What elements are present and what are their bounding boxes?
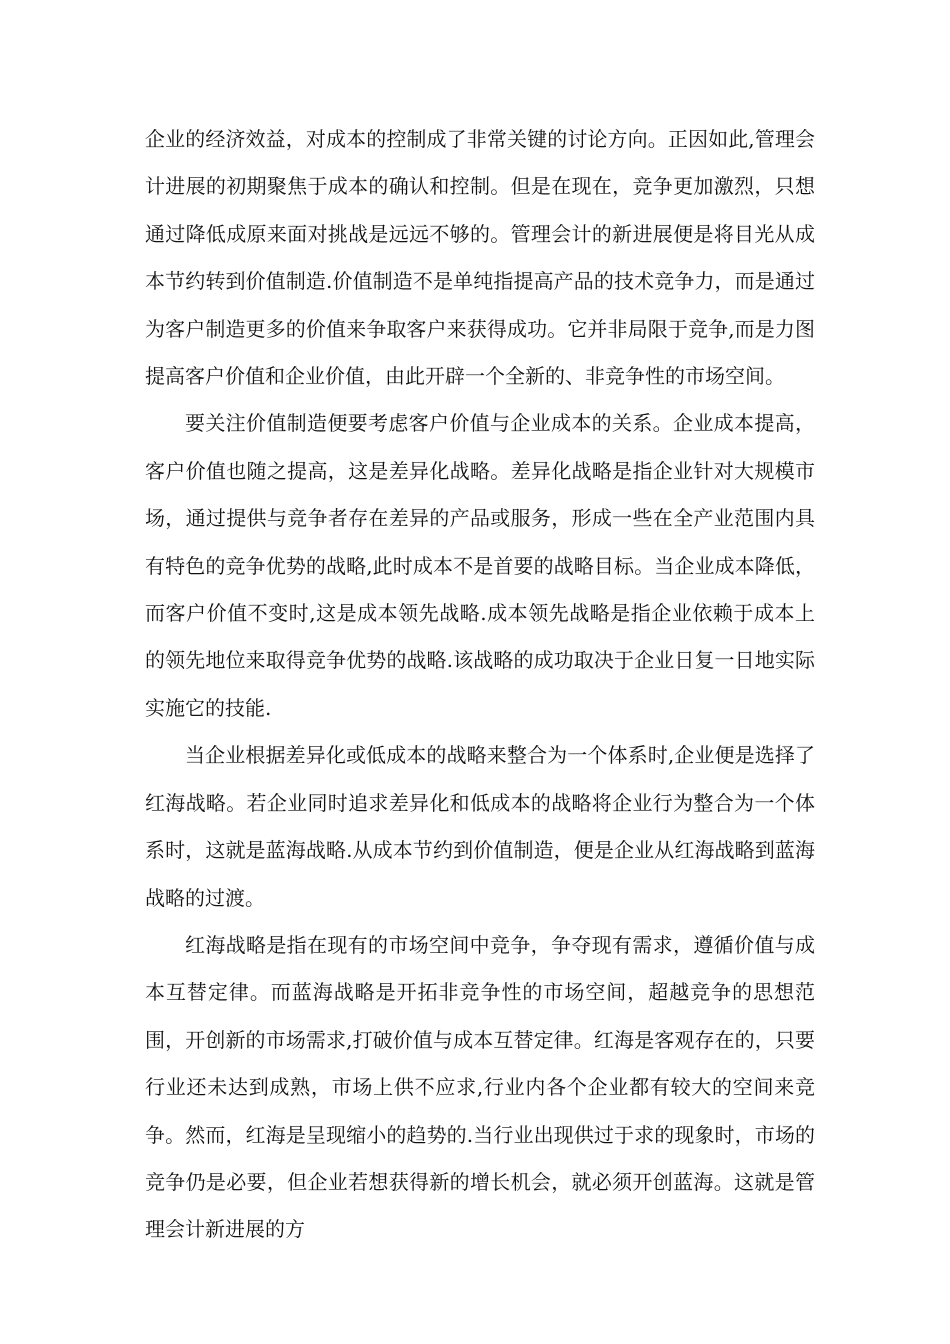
- paragraph-2: 要关注价值制造便要考虑客户价值与企业成本的关系。企业成本提高，客户价值也随之提高，这是差异化战略。差异化战略是指企业针对大规模市场，通过提供与竞争者存在差异的产品或服务，形成一些在全产业范围内具有特色的竞争优势的战略,此时成本不是首要的战略目标。当企业成本降低，而客户价值不变时,这是成本领先战略.成本领先战略是指企业依赖于成本上的领先地位来取得竞争优势的战略.该战略的成功取决于企业日复一日地实际实施它的技能.: [145, 411, 815, 720]
- document-body: [145, 116, 815, 1254]
- paragraph-4: 红海战略是指在现有的市场空间中竞争，争夺现有需求，遵循价值与成本互替定律。而蓝海战略是开拓非竞争性的市场空间，超越竞争的思想范围，开创新的市场需求,打破价值与成本互替定律。红海是客观存在的，只要行业还未达到成熟，市场上供不应求,行业内各个企业都有较大的空间来竞争。然而，红海是呈现缩小的趋势的.当行业出现供过于求的现象时，市场的竞争仍是必要，但企业若想获得新的增长机会，就必须开创蓝海。这就是管理会计新进展的方: [145, 932, 815, 1242]
- paragraph-1: 企业的经济效益，对成本的控制成了非常关键的讨论方向。正因如此,管理会计进展的初期聚焦于成本的确认和控制。但是在现在，竞争更加激烈，只想通过降低成原来面对挑战是远远不够的。管理会计的新进展便是将目光从成本节约转到价值制造.价值制造不是单纯指提高产品的技术竞争力，而是通过为客户制造更多的价值来争取客户来获得成功。它并非局限于竞争,而是力图提高客户价值和企业价值，由此开辟一个全新的、非竞争性的市场空间。: [145, 127, 815, 389]
- paragraph-3: 当企业根据差异化或低成本的战略来整合为一个体系时,企业便是选择了红海战略。若企业同时追求差异化和低成本的战略将企业行为整合为一个体系时，这就是蓝海战略.从成本节约到价值制造，便是企业从红海战略到蓝海战略的过渡。: [145, 743, 815, 910]
